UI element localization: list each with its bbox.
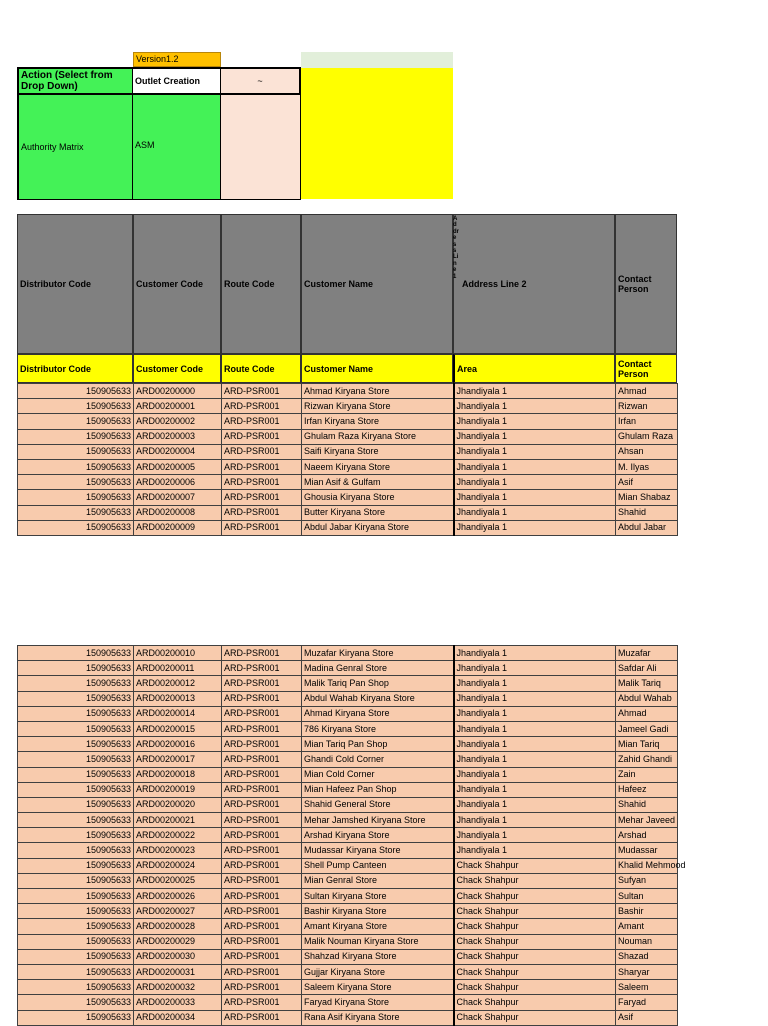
table-row bbox=[18, 721, 678, 736]
area-cell[interactable]: Chack Shahpur bbox=[454, 980, 616, 995]
area-cell[interactable]: Jhandiyala 1 bbox=[454, 691, 616, 706]
customer-name-cell[interactable]: Ahmad Kiryana Store bbox=[302, 384, 454, 399]
customer-name-cell[interactable]: Gujjar Kiryana Store bbox=[302, 964, 454, 979]
table-row bbox=[18, 691, 678, 706]
customer-code-cell[interactable]: ARD00200000 bbox=[134, 384, 222, 399]
route-code-cell[interactable]: ARD-PSR001 bbox=[222, 490, 302, 505]
distributor-code-cell[interactable]: 150905633 bbox=[18, 646, 134, 661]
contact-person-cell[interactable]: Ghulam Raza bbox=[616, 429, 678, 444]
route-code-cell[interactable]: ARD-PSR001 bbox=[222, 737, 302, 752]
distributor-code-cell[interactable]: 150905633 bbox=[18, 873, 134, 888]
route-code-cell[interactable]: ARD-PSR001 bbox=[222, 384, 302, 399]
customer-code-cell[interactable]: ARD00200009 bbox=[134, 520, 222, 535]
customer-code-cell[interactable]: ARD00200023 bbox=[134, 843, 222, 858]
authority-blank-cell[interactable] bbox=[221, 95, 301, 200]
customer-name-cell[interactable]: Shahzad Kiryana Store bbox=[302, 949, 454, 964]
distributor-code-cell[interactable]: 150905633 bbox=[18, 858, 134, 873]
customer-name-cell[interactable]: Abdul Jabar Kiryana Store bbox=[302, 520, 454, 535]
contact-person-cell[interactable]: Irfan bbox=[616, 414, 678, 429]
area-cell[interactable]: Chack Shahpur bbox=[454, 934, 616, 949]
area-cell[interactable]: Chack Shahpur bbox=[454, 873, 616, 888]
customer-name-cell[interactable]: Arshad Kiryana Store bbox=[302, 828, 454, 843]
distributor-code-cell[interactable]: 150905633 bbox=[18, 414, 134, 429]
area-cell[interactable]: Jhandiyala 1 bbox=[454, 767, 616, 782]
customer-code-cell[interactable]: ARD00200030 bbox=[134, 949, 222, 964]
area-cell[interactable]: Jhandiyala 1 bbox=[454, 843, 616, 858]
action-label-cell[interactable]: Action (Select from Drop Down) bbox=[17, 67, 133, 95]
customer-code-cell[interactable]: ARD00200012 bbox=[134, 676, 222, 691]
contact-person-cell[interactable]: Sultan bbox=[616, 889, 678, 904]
table-row bbox=[18, 414, 678, 429]
route-code-cell[interactable]: ARD-PSR001 bbox=[222, 873, 302, 888]
table-row bbox=[18, 490, 678, 505]
customer-code-cell[interactable]: ARD00200025 bbox=[134, 873, 222, 888]
contact-person-cell[interactable]: Bashir bbox=[616, 904, 678, 919]
route-code-cell[interactable]: ARD-PSR001 bbox=[222, 475, 302, 490]
table-row bbox=[18, 505, 678, 520]
customer-code-cell[interactable]: ARD00200034 bbox=[134, 1010, 222, 1025]
distributor-code-cell[interactable]: 150905633 bbox=[18, 721, 134, 736]
route-code-cell[interactable]: ARD-PSR001 bbox=[222, 797, 302, 812]
contact-person-cell[interactable]: Safdar Ali bbox=[616, 661, 678, 676]
distributor-code-cell[interactable]: 150905633 bbox=[18, 399, 134, 414]
contact-person-cell[interactable]: Mian Shabaz bbox=[616, 490, 678, 505]
table-row bbox=[18, 964, 678, 979]
route-code-cell[interactable]: ARD-PSR001 bbox=[222, 661, 302, 676]
contact-person-cell[interactable]: Muzafar bbox=[616, 646, 678, 661]
distributor-code-cell[interactable]: 150905633 bbox=[18, 843, 134, 858]
contact-person-cell[interactable]: Ahsan bbox=[616, 444, 678, 459]
table-row bbox=[18, 661, 678, 676]
route-code-cell[interactable]: ARD-PSR001 bbox=[222, 949, 302, 964]
contact-person-cell[interactable]: Saleem bbox=[616, 980, 678, 995]
action-dropdown-cell[interactable]: ~ bbox=[221, 67, 301, 95]
customer-code-cell[interactable]: ARD00200015 bbox=[134, 721, 222, 736]
customer-code-cell[interactable]: ARD00200006 bbox=[134, 475, 222, 490]
route-code-cell[interactable]: ARD-PSR001 bbox=[222, 919, 302, 934]
customer-name-cell[interactable]: Muzafar Kiryana Store bbox=[302, 646, 454, 661]
route-code-cell[interactable]: ARD-PSR001 bbox=[222, 505, 302, 520]
route-code-cell[interactable]: ARD-PSR001 bbox=[222, 843, 302, 858]
customer-name-cell[interactable]: Saifi Kiryana Store bbox=[302, 444, 454, 459]
distributor-code-cell[interactable]: 150905633 bbox=[18, 782, 134, 797]
contact-person-cell[interactable]: Asif bbox=[616, 1010, 678, 1025]
table-row bbox=[18, 459, 678, 474]
table-row bbox=[18, 980, 678, 995]
route-code-cell[interactable]: ARD-PSR001 bbox=[222, 964, 302, 979]
distributor-code-cell[interactable]: 150905633 bbox=[18, 676, 134, 691]
route-code-cell[interactable]: ARD-PSR001 bbox=[222, 782, 302, 797]
subheader-customer-code[interactable]: Customer Code bbox=[133, 354, 221, 383]
customer-name-cell[interactable]: Rana Asif Kiryana Store bbox=[302, 1010, 454, 1025]
area-cell[interactable]: Chack Shahpur bbox=[454, 889, 616, 904]
route-code-cell[interactable]: ARD-PSR001 bbox=[222, 980, 302, 995]
customer-code-cell[interactable]: ARD00200024 bbox=[134, 858, 222, 873]
subheader-area[interactable]: Area bbox=[453, 354, 615, 383]
area-cell[interactable]: Jhandiyala 1 bbox=[454, 737, 616, 752]
distributor-code-cell[interactable]: 150905633 bbox=[18, 767, 134, 782]
customer-code-cell[interactable]: ARD00200033 bbox=[134, 995, 222, 1010]
distributor-code-cell[interactable]: 150905633 bbox=[18, 752, 134, 767]
table-row bbox=[18, 995, 678, 1010]
customer-code-cell[interactable]: ARD00200029 bbox=[134, 934, 222, 949]
contact-person-cell[interactable]: M. Ilyas bbox=[616, 459, 678, 474]
customer-name-cell[interactable]: Malik Nouman Kiryana Store bbox=[302, 934, 454, 949]
distributor-code-cell[interactable]: 150905633 bbox=[18, 661, 134, 676]
table-row bbox=[18, 782, 678, 797]
customer-name-cell[interactable]: Mudassar Kiryana Store bbox=[302, 843, 454, 858]
distributor-code-cell[interactable]: 150905633 bbox=[18, 505, 134, 520]
contact-person-cell[interactable]: Ahmad bbox=[616, 384, 678, 399]
contact-person-cell[interactable]: Mehar Javeed bbox=[616, 813, 678, 828]
distributor-code-cell[interactable]: 150905633 bbox=[18, 459, 134, 474]
customer-code-cell[interactable]: ARD00200019 bbox=[134, 782, 222, 797]
distributor-code-cell[interactable]: 150905633 bbox=[18, 520, 134, 535]
contact-person-cell[interactable]: Sufyan bbox=[616, 873, 678, 888]
route-code-cell[interactable]: ARD-PSR001 bbox=[222, 995, 302, 1010]
customer-code-cell[interactable]: ARD00200028 bbox=[134, 919, 222, 934]
contact-person-cell[interactable]: Shazad bbox=[616, 949, 678, 964]
customer-name-cell[interactable]: Mian Tariq Pan Shop bbox=[302, 737, 454, 752]
customer-name-cell[interactable]: Malik Tariq Pan Shop bbox=[302, 676, 454, 691]
contact-person-cell[interactable]: Asif bbox=[616, 475, 678, 490]
area-cell[interactable]: Jhandiyala 1 bbox=[454, 797, 616, 812]
customer-name-cell[interactable]: 786 Kiryana Store bbox=[302, 721, 454, 736]
header-customer-code[interactable]: Customer Code bbox=[133, 214, 221, 354]
customer-code-cell[interactable]: ARD00200027 bbox=[134, 904, 222, 919]
table-row bbox=[18, 737, 678, 752]
area-cell[interactable]: Jhandiyala 1 bbox=[454, 414, 616, 429]
table-row bbox=[18, 828, 678, 843]
distributor-code-cell[interactable]: 150905633 bbox=[18, 904, 134, 919]
subheader-route-code[interactable]: Route Code bbox=[221, 354, 301, 383]
area-cell[interactable]: Chack Shahpur bbox=[454, 1010, 616, 1025]
customer-code-cell[interactable]: ARD00200008 bbox=[134, 505, 222, 520]
customer-code-cell[interactable]: ARD00200020 bbox=[134, 797, 222, 812]
header-address-line-1-vertical: AddressLine1 bbox=[453, 216, 459, 280]
contact-person-cell[interactable]: Rizwan bbox=[616, 399, 678, 414]
route-code-cell[interactable]: ARD-PSR001 bbox=[222, 934, 302, 949]
distributor-code-cell[interactable]: 150905633 bbox=[18, 737, 134, 752]
table-row bbox=[18, 858, 678, 873]
customer-code-cell[interactable]: ARD00200004 bbox=[134, 444, 222, 459]
contact-person-cell[interactable]: Malik Tariq bbox=[616, 676, 678, 691]
table-row bbox=[18, 384, 678, 399]
route-code-cell[interactable]: ARD-PSR001 bbox=[222, 767, 302, 782]
table-row bbox=[18, 429, 678, 444]
contact-person-cell[interactable]: Sharyar bbox=[616, 964, 678, 979]
header-distributor-code[interactable]: Distributor Code bbox=[17, 214, 133, 354]
table-row bbox=[18, 475, 678, 490]
distributor-code-cell[interactable]: 150905633 bbox=[18, 706, 134, 721]
route-code-cell[interactable]: ARD-PSR001 bbox=[222, 691, 302, 706]
contact-person-cell[interactable]: Arshad bbox=[616, 828, 678, 843]
table-row bbox=[18, 889, 678, 904]
customer-name-cell[interactable]: Mehar Jamshed Kiryana Store bbox=[302, 813, 454, 828]
table-row bbox=[18, 676, 678, 691]
distributor-code-cell[interactable]: 150905633 bbox=[18, 828, 134, 843]
authority-label-cell[interactable]: Authority Matrix bbox=[17, 95, 133, 200]
table-row bbox=[18, 934, 678, 949]
light-green-cell[interactable] bbox=[301, 52, 453, 68]
distributor-code-cell[interactable]: 150905633 bbox=[18, 889, 134, 904]
area-cell[interactable]: Chack Shahpur bbox=[454, 904, 616, 919]
contact-person-cell[interactable]: Amant bbox=[616, 919, 678, 934]
table-row bbox=[18, 904, 678, 919]
customer-name-cell[interactable]: Mian Genral Store bbox=[302, 873, 454, 888]
route-code-cell[interactable]: ARD-PSR001 bbox=[222, 1010, 302, 1025]
table-row bbox=[18, 752, 678, 767]
customer-code-cell[interactable]: ARD00200032 bbox=[134, 980, 222, 995]
customer-code-cell[interactable]: ARD00200018 bbox=[134, 767, 222, 782]
customer-name-cell[interactable]: Shahid General Store bbox=[302, 797, 454, 812]
customer-name-cell[interactable]: Abdul Wahab Kiryana Store bbox=[302, 691, 454, 706]
area-cell[interactable]: Jhandiyala 1 bbox=[454, 490, 616, 505]
version-cell[interactable]: Version1.2 bbox=[133, 52, 221, 67]
route-code-cell[interactable]: ARD-PSR001 bbox=[222, 399, 302, 414]
subheader-contact-person[interactable]: Contact Person bbox=[615, 354, 677, 383]
customer-name-cell[interactable]: Sultan Kiryana Store bbox=[302, 889, 454, 904]
area-cell[interactable]: Jhandiyala 1 bbox=[454, 429, 616, 444]
outlet-table-top bbox=[17, 383, 678, 536]
route-code-cell[interactable]: ARD-PSR001 bbox=[222, 828, 302, 843]
customer-code-cell[interactable]: ARD00200011 bbox=[134, 661, 222, 676]
route-code-cell[interactable]: ARD-PSR001 bbox=[222, 646, 302, 661]
area-cell[interactable]: Jhandiyala 1 bbox=[454, 646, 616, 661]
customer-name-cell[interactable]: Ghousia Kiryana Store bbox=[302, 490, 454, 505]
area-cell[interactable]: Jhandiyala 1 bbox=[454, 828, 616, 843]
table-row bbox=[18, 399, 678, 414]
contact-person-cell[interactable]: Abdul Jabar bbox=[616, 520, 678, 535]
contact-person-cell[interactable]: Zahid Ghandi bbox=[616, 752, 678, 767]
distributor-code-cell[interactable]: 150905633 bbox=[18, 1010, 134, 1025]
distributor-code-cell[interactable]: 150905633 bbox=[18, 964, 134, 979]
contact-person-cell[interactable]: Ahmad bbox=[616, 706, 678, 721]
distributor-code-cell[interactable]: 150905633 bbox=[18, 490, 134, 505]
route-code-cell[interactable]: ARD-PSR001 bbox=[222, 414, 302, 429]
area-cell[interactable]: Jhandiyala 1 bbox=[454, 459, 616, 474]
table-row bbox=[18, 797, 678, 812]
distributor-code-cell[interactable]: 150905633 bbox=[18, 384, 134, 399]
area-cell[interactable]: Jhandiyala 1 bbox=[454, 475, 616, 490]
route-code-cell[interactable]: ARD-PSR001 bbox=[222, 520, 302, 535]
contact-person-cell[interactable]: Shahid bbox=[616, 505, 678, 520]
table-row bbox=[18, 646, 678, 661]
contact-person-cell[interactable]: Mian Tariq bbox=[616, 737, 678, 752]
area-cell[interactable]: Jhandiyala 1 bbox=[454, 782, 616, 797]
contact-person-cell[interactable]: Zain bbox=[616, 767, 678, 782]
subheader-distributor-code[interactable]: Distributor Code bbox=[17, 354, 133, 383]
customer-code-cell[interactable]: ARD00200016 bbox=[134, 737, 222, 752]
area-cell[interactable]: Chack Shahpur bbox=[454, 858, 616, 873]
action-select-cell[interactable]: Outlet Creation bbox=[133, 67, 221, 95]
customer-name-cell[interactable]: Ahmad Kiryana Store bbox=[302, 706, 454, 721]
customer-name-cell[interactable]: Ghulam Raza Kiryana Store bbox=[302, 429, 454, 444]
header-address-line-2[interactable]: Address Line 2 bbox=[453, 214, 615, 354]
outlet-table-bottom bbox=[17, 645, 686, 1026]
table-row bbox=[18, 919, 678, 934]
table-row bbox=[18, 444, 678, 459]
area-cell[interactable]: Jhandiyala 1 bbox=[454, 444, 616, 459]
customer-code-cell[interactable]: ARD00200026 bbox=[134, 889, 222, 904]
area-cell[interactable]: Jhandiyala 1 bbox=[454, 752, 616, 767]
contact-person-cell[interactable]: Abdul Wahab bbox=[616, 691, 678, 706]
customer-code-cell[interactable]: ARD00200014 bbox=[134, 706, 222, 721]
customer-code-cell[interactable]: ARD00200007 bbox=[134, 490, 222, 505]
customer-code-cell[interactable]: ARD00200021 bbox=[134, 813, 222, 828]
area-cell[interactable]: Chack Shahpur bbox=[454, 964, 616, 979]
distributor-code-cell[interactable]: 150905633 bbox=[18, 919, 134, 934]
table-row bbox=[18, 873, 678, 888]
customer-code-cell[interactable]: ARD00200013 bbox=[134, 691, 222, 706]
table-row bbox=[18, 843, 678, 858]
header-customer-name[interactable]: Customer Name bbox=[301, 214, 453, 354]
route-code-cell[interactable]: ARD-PSR001 bbox=[222, 904, 302, 919]
subheader-customer-name[interactable]: Customer Name bbox=[301, 354, 453, 383]
distributor-code-cell[interactable]: 150905633 bbox=[18, 475, 134, 490]
customer-name-cell[interactable]: Madina Genral Store bbox=[302, 661, 454, 676]
area-cell[interactable]: Jhandiyala 1 bbox=[454, 384, 616, 399]
customer-name-cell[interactable]: Mian Hafeez Pan Shop bbox=[302, 782, 454, 797]
table-row bbox=[18, 949, 678, 964]
customer-name-cell[interactable]: Mian Asif & Gulfam bbox=[302, 475, 454, 490]
area-cell[interactable]: Jhandiyala 1 bbox=[454, 676, 616, 691]
table-row bbox=[18, 1010, 678, 1025]
customer-code-cell[interactable]: ARD00200005 bbox=[134, 459, 222, 474]
distributor-code-cell[interactable]: 150905633 bbox=[18, 444, 134, 459]
contact-person-cell[interactable]: Hafeez bbox=[616, 782, 678, 797]
contact-person-cell[interactable]: Khalid Mehmood bbox=[616, 858, 678, 873]
area-cell[interactable]: Jhandiyala 1 bbox=[454, 505, 616, 520]
table-row bbox=[18, 767, 678, 782]
distributor-code-cell[interactable]: 150905633 bbox=[18, 980, 134, 995]
route-code-cell[interactable]: ARD-PSR001 bbox=[222, 889, 302, 904]
contact-person-cell[interactable]: Mudassar bbox=[616, 843, 678, 858]
distributor-code-cell[interactable]: 150905633 bbox=[18, 691, 134, 706]
contact-person-cell[interactable]: Shahid bbox=[616, 797, 678, 812]
table-row bbox=[18, 706, 678, 721]
contact-person-cell[interactable]: Jameel Gadi bbox=[616, 721, 678, 736]
customer-code-cell[interactable]: ARD00200003 bbox=[134, 429, 222, 444]
customer-code-cell[interactable]: ARD00200022 bbox=[134, 828, 222, 843]
customer-name-cell[interactable]: Butter Kiryana Store bbox=[302, 505, 454, 520]
customer-name-cell[interactable]: Mian Cold Corner bbox=[302, 767, 454, 782]
customer-name-cell[interactable]: Irfan Kiryana Store bbox=[302, 414, 454, 429]
customer-name-cell[interactable]: Saleem Kiryana Store bbox=[302, 980, 454, 995]
distributor-code-cell[interactable]: 150905633 bbox=[18, 813, 134, 828]
distributor-code-cell[interactable]: 150905633 bbox=[18, 949, 134, 964]
table-row bbox=[18, 520, 678, 535]
route-code-cell[interactable]: ARD-PSR001 bbox=[222, 459, 302, 474]
area-cell[interactable]: Chack Shahpur bbox=[454, 919, 616, 934]
area-cell[interactable]: Chack Shahpur bbox=[454, 949, 616, 964]
route-code-cell[interactable]: ARD-PSR001 bbox=[222, 676, 302, 691]
route-code-cell[interactable]: ARD-PSR001 bbox=[222, 813, 302, 828]
customer-name-cell[interactable]: Amant Kiryana Store bbox=[302, 919, 454, 934]
customer-name-cell[interactable]: Bashir Kiryana Store bbox=[302, 904, 454, 919]
area-cell[interactable]: Jhandiyala 1 bbox=[454, 520, 616, 535]
area-cell[interactable]: Chack Shahpur bbox=[454, 995, 616, 1010]
customer-code-cell[interactable]: ARD00200001 bbox=[134, 399, 222, 414]
header-contact-person[interactable]: Contact Person bbox=[615, 214, 677, 354]
contact-person-cell[interactable]: Nouman bbox=[616, 934, 678, 949]
authority-value-cell[interactable]: ASM bbox=[133, 95, 221, 200]
customer-name-cell[interactable]: Naeem Kiryana Store bbox=[302, 459, 454, 474]
customer-name-cell[interactable]: Rizwan Kiryana Store bbox=[302, 399, 454, 414]
area-cell[interactable]: Jhandiyala 1 bbox=[454, 706, 616, 721]
route-code-cell[interactable]: ARD-PSR001 bbox=[222, 752, 302, 767]
route-code-cell[interactable]: ARD-PSR001 bbox=[222, 429, 302, 444]
yellow-highlight-cell[interactable] bbox=[301, 68, 453, 199]
contact-person-cell[interactable]: Faryad bbox=[616, 995, 678, 1010]
customer-name-cell[interactable]: Ghandi Cold Corner bbox=[302, 752, 454, 767]
customer-code-cell[interactable]: ARD00200031 bbox=[134, 964, 222, 979]
route-code-cell[interactable]: ARD-PSR001 bbox=[222, 444, 302, 459]
area-cell[interactable]: Jhandiyala 1 bbox=[454, 813, 616, 828]
distributor-code-cell[interactable]: 150905633 bbox=[18, 934, 134, 949]
route-code-cell[interactable]: ARD-PSR001 bbox=[222, 858, 302, 873]
distributor-code-cell[interactable]: 150905633 bbox=[18, 797, 134, 812]
customer-code-cell[interactable]: ARD00200017 bbox=[134, 752, 222, 767]
area-cell[interactable]: Jhandiyala 1 bbox=[454, 661, 616, 676]
header-route-code[interactable]: Route Code bbox=[221, 214, 301, 354]
customer-code-cell[interactable]: ARD00200010 bbox=[134, 646, 222, 661]
area-cell[interactable]: Jhandiyala 1 bbox=[454, 399, 616, 414]
table-row bbox=[18, 813, 678, 828]
customer-name-cell[interactable]: Shell Pump Canteen bbox=[302, 858, 454, 873]
customer-name-cell[interactable]: Faryad Kiryana Store bbox=[302, 995, 454, 1010]
route-code-cell[interactable]: ARD-PSR001 bbox=[222, 706, 302, 721]
customer-code-cell[interactable]: ARD00200002 bbox=[134, 414, 222, 429]
area-cell[interactable]: Jhandiyala 1 bbox=[454, 721, 616, 736]
distributor-code-cell[interactable]: 150905633 bbox=[18, 429, 134, 444]
distributor-code-cell[interactable]: 150905633 bbox=[18, 995, 134, 1010]
route-code-cell[interactable]: ARD-PSR001 bbox=[222, 721, 302, 736]
